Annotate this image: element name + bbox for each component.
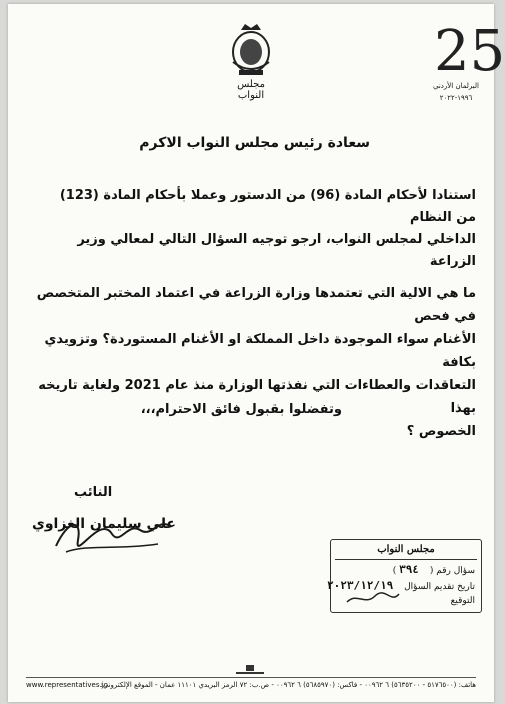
question-line: الأغنام سواء الموجودة داخل المملكة او الأغنام المستوردة؟ وتزويدي بكافة bbox=[44, 332, 476, 370]
question-line: ما هي الالية التي تعتمدها وزارة الزراعة في اعتماد المختبر المتخصص في فحص bbox=[36, 286, 476, 324]
footer-website-link[interactable]: www.representatives.jo bbox=[26, 681, 108, 689]
footer bbox=[26, 681, 476, 689]
question-line: الخصوص ؟ bbox=[406, 424, 476, 439]
question-line: التعاقدات والعطاءات التي نفذتها الوزارة منذ عام 2021 ولغاية تاريخه بهذا bbox=[38, 378, 476, 416]
crest-label: مجلس النواب bbox=[237, 79, 265, 101]
stamp-signature-row bbox=[451, 596, 475, 606]
stamp-title: مجلس النواب bbox=[377, 544, 435, 555]
representative-name: علي سليمان الغزاوي bbox=[32, 516, 176, 532]
closing-line: وتفضلوا بقبول فائق الاحترام،،، bbox=[140, 402, 342, 417]
anniversary-number: 25 bbox=[434, 19, 505, 84]
anniversary-logo bbox=[426, 19, 505, 114]
footer-contact: هاتف: (٥١٧٦٥٠٠ - ٥٦٣٥٢٠٠) ٦ ٠٠٩٦٢ - فاكس: (٥٦٨٥٩٧٠) ٦ ٠٠٩٦٢ - ص.ب: ٧٢ الرمز البريدي ١١١٠١ عمان - الموقع الإلكتروني: bbox=[100, 681, 476, 689]
stamp-reference-label: سؤال رقم ( bbox=[429, 566, 475, 576]
salutation: سعادة رئيس مجلس النواب الاكرم bbox=[139, 135, 370, 151]
registration-stamp bbox=[327, 539, 482, 613]
handwritten-signature bbox=[48, 500, 178, 560]
stamp-initials bbox=[343, 590, 403, 608]
stamp-signature-label: التوقيع bbox=[450, 596, 475, 606]
intro-paragraph bbox=[36, 185, 476, 273]
stamp-divider bbox=[335, 559, 477, 560]
stamp-reference-number: ٣٩٤ bbox=[399, 563, 420, 576]
stamp-reference-row bbox=[393, 563, 475, 576]
coat-of-arms-logo bbox=[225, 22, 277, 101]
question-paragraph bbox=[16, 282, 476, 443]
stamp-date-label: تاريخ تقديم السؤال bbox=[404, 582, 475, 592]
anniversary-years: ١٩٩٦-٢٠٢٢ bbox=[439, 94, 473, 102]
representative-title: النائب bbox=[74, 485, 113, 500]
stamp-reference-close: ) bbox=[392, 566, 397, 576]
anniversary-caption: البرلمان الأردني bbox=[433, 82, 479, 90]
footer-emblem-icon bbox=[232, 665, 268, 675]
crown-emblem-icon bbox=[225, 22, 277, 78]
letter-page bbox=[8, 4, 505, 702]
intro-line: استنادا لأحكام المادة (96) من الدستور وعملا بأحكام المادة (123) من النظام bbox=[59, 188, 476, 225]
stamp-date-value: ٢٠٢٣/١٢/١٩ bbox=[327, 579, 394, 592]
intro-line: الداخلي لمجلس النواب، ارجو توجيه السؤال التالي لمعالي وزير الزراعة bbox=[77, 232, 476, 269]
footer-divider bbox=[26, 677, 476, 678]
